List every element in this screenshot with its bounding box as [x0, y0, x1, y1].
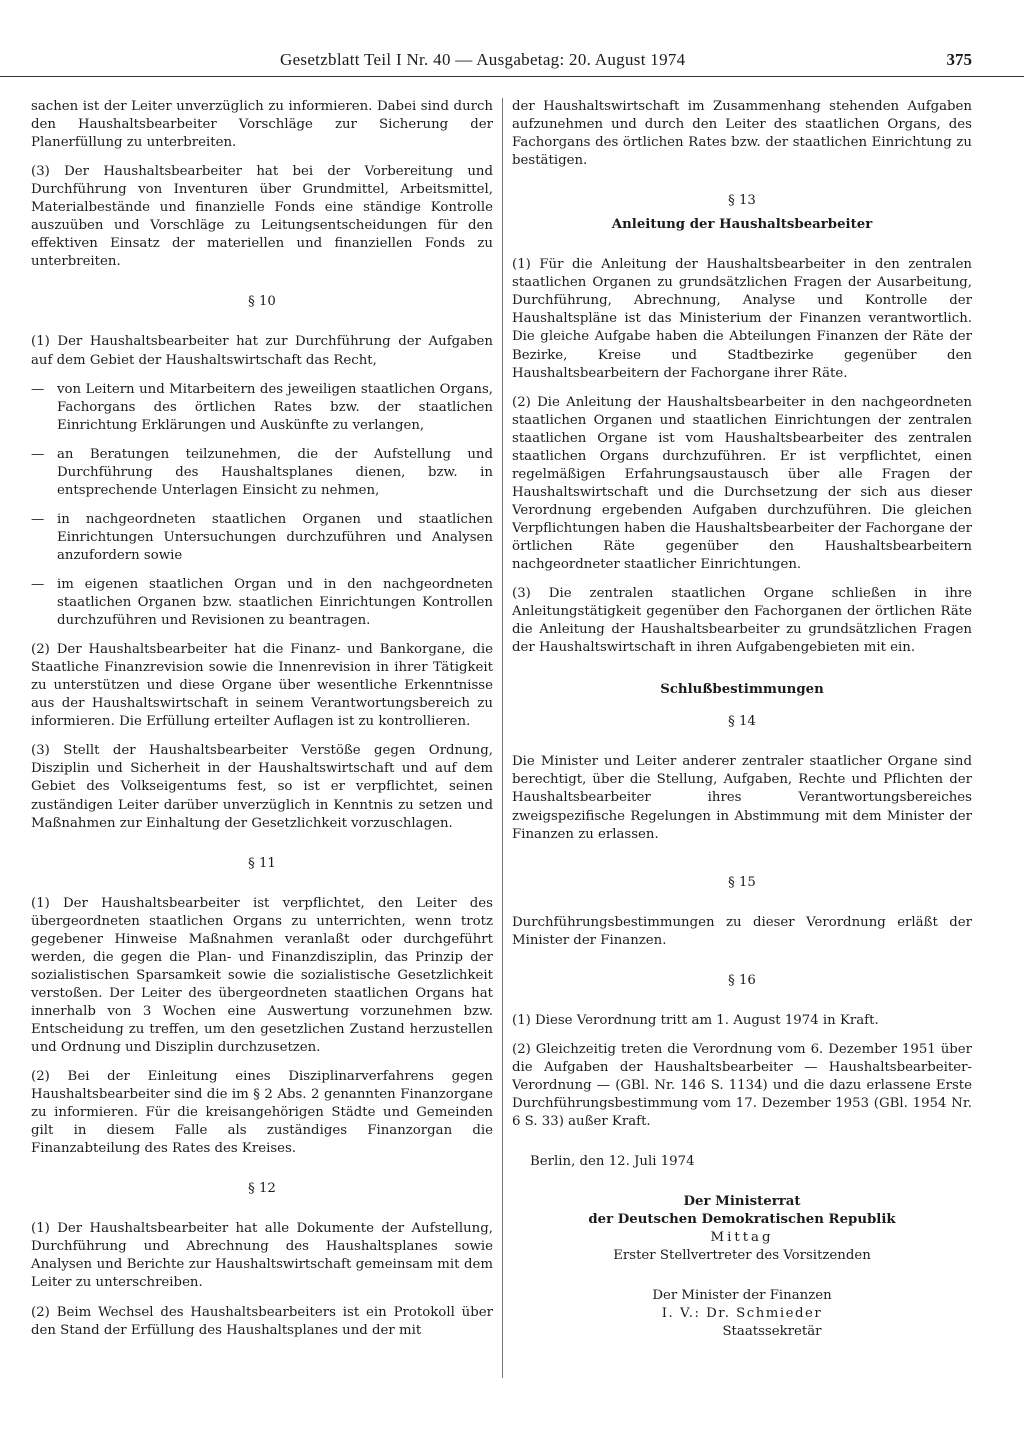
paragraph: (2) Beim Wechsel des Haushaltsbearbeiters ist ein Protokoll über den Stand der Erfüllung des Haushaltsplanes und der mit	[31, 1304, 493, 1338]
right-column	[512, 98, 972, 1341]
minister-title: Der Minister der Finanzen	[652, 1288, 832, 1304]
list-item	[31, 381, 493, 435]
paragraph: (2) Die Anleitung der Haushaltsbearbeiter in den nachgeordneten staatlichen Organen und staatlichen Einrichtungen der zentralen staatlichen Organe ist vom Haushaltsbearbeiter des zentralen staatlichen Organs durchzuführen. Er ist verpflichtet, einen regelmäßigen Erfahrungsaustausch über alle Fragen der Haushaltswirtschaft und die Durchsetzung der sich aus dieser Verordnung ergebenden Aufgaben durchzuführen. Die gleichen Verpflichtungen haben die Haushaltsbearbeiter der Fachorgane der örtlichen Räte gegenüber den Haushaltsbearbeitern nachgeordneter staatlicher Einrichtungen.	[512, 394, 972, 573]
paragraph: (2) Bei der Einleitung eines Disziplinarverfahrens gegen Haushaltsbearbeiter sind die im § 2 Abs. 2 genannten Finanzorgane zu informieren. Für die kreisangehörigen Städte und Gemeinden gilt in diesem Falle als zuständiges Finanzorgan die Finanzabteilung des Rates des Kreises.	[31, 1069, 493, 1157]
page-header	[0, 48, 1024, 77]
spacer	[512, 1265, 972, 1287]
section-heading-13: § 13	[728, 193, 756, 209]
paragraph: (3) Stellt der Haushaltsbearbeiter Verstöße gegen Ordnung, Disziplin und Sicherheit in der Haushaltswirtschaft und auf dem Gebiet des Volkseigentums fest, so ist er verpflichtet, seinen zuständigen Leiter darüber unverzüglich in Kenntnis zu setzen und Maßnahmen zur Einhaltung der Gesetzlichkeit vorzuschlagen.	[31, 743, 493, 831]
section-heading-11: § 11	[248, 855, 276, 871]
deputy-title: Staatssekretär	[722, 1324, 822, 1340]
paragraph: (1) Diese Verordnung tritt am 1. August 1974 in Kraft.	[512, 1012, 879, 1028]
list-dash: —	[31, 511, 45, 527]
list-item	[31, 446, 493, 500]
paragraph: (3) Die zentralen staatlichen Organe schließen in ihre Anleitungstätigkeit gegenüber den Fachorganen der örtlichen Räte die Anleitung der Haushaltsbearbeiter zu grundsätzlichen Fragen der Haushaltswirtschaft in ihren Aufgabengebieten mit ein.	[512, 586, 972, 656]
final-provisions-heading: Schlußbestimmungen	[660, 682, 824, 698]
paragraph: (1) Der Haushaltsbearbeiter ist verpflichtet, den Leiter des übergeordneten staatlichen Organs zu unterrichten, wenn trotz gegebener Hinweise Maßnahmen veranlaßt oder durchgeführt werden, die gegen die Plan- und Finanzdisziplin, das Prinzip der sozialistischen Sparsamkeit sowie die sozialistische Gesetzlichkeit verstoßen. Der Leiter des übergeordneten staatlichen Organs hat innerhalb von 3 Wochen eine Auswertung vorzunehmen bzw. Entscheidung zu treffen, um den gesetzlichen Zustand herzustellen und Ordnung und Disziplin durchzusetzen.	[31, 895, 493, 1056]
list-dash: —	[31, 381, 45, 397]
place-date: Berlin, den 12. Juli 1974	[530, 1154, 695, 1170]
paragraph: sachen ist der Leiter unverzüglich zu informieren. Dabei sind durch den Haushaltsbearbeiter Vorschläge zur Sicherung der Planerfüllung zu unterbreiten.	[31, 99, 493, 151]
paragraph: (3) Der Haushaltsbearbeiter hat bei der Vorbereitung und Durchführung von Inventuren über Grundmittel, Arbeitsmittel, Materialbestände und finanzielle Fonds eine ständige Kontrolle auszuüben und Vorschläge zu Leitungsentscheidungen für den effektiven Einsatz der materiellen und finanziellen Fonds zu unterbreiten.	[31, 164, 493, 270]
paragraph: Die Minister und Leiter anderer zentraler staatlicher Organe sind berechtigt, über die Stellung, Aufgaben, Rechte und Pflichten der Haushaltsbearbeiter ihres Verantwortungsbereiches zweigspezifische Regelungen in Abstimmung mit dem Minister der Finanzen zu erlassen.	[512, 754, 972, 842]
section-title-13: Anleitung der Haushaltsbearbeiter	[611, 217, 873, 233]
section-heading-10: § 10	[248, 294, 276, 310]
list-item-text: an Beratungen teilzunehmen, die der Aufstellung und Durchführung des Haushaltsplanes dienen, bzw. in entsprechende Unterlagen Einsicht zu nehmen,	[57, 446, 493, 498]
paragraph: (2) Gleichzeitig treten die Verordnung vom 6. Dezember 1951 über die Aufgaben der Haushaltsbearbeiter — Haushaltsbearbeiter-Verordnung — (GBl. Nr. 146 S. 1134) und die dazu erlassene Erste Durchführungsbestimmung vom 17. Dezember 1953 (GBl. 1954 Nr. 6 S. 33) außer Kraft.	[512, 1041, 972, 1130]
column-divider	[502, 98, 503, 1378]
section-heading-12: § 12	[248, 1181, 276, 1197]
section-heading-14: § 14	[728, 714, 756, 730]
list-item-text: im eigenen staatlichen Organ und in den nachgeordneten staatlichen Organen bzw. staatlichen Einrichtungen Kontrollen durchzuführen und Revisionen zu beantragen.	[57, 576, 493, 629]
paragraph: (1) Der Haushaltsbearbeiter hat alle Dokumente der Aufstellung, Durchführung und Abrechnung des Haushaltsplanes sowie Analysen und Berichte zur Haushaltswirtschaft gemeinsam mit dem Leiter zu unterschreiben.	[31, 1221, 493, 1291]
list-item	[31, 576, 493, 630]
paragraph: (2) Der Haushaltsbearbeiter hat die Finanz- und Bankorgane, die Staatliche Finanzrevision sowie die Innenrevision in ihrer Tätigkeit zu unterstützen und diese Organe über wesentliche Erkenntnisse aus der Haushaltswirtschaft in seinem Verantwortungsbereich zu informieren. Die Erfüllung erteilter Auflagen ist zu kontrollieren.	[31, 642, 493, 730]
section-heading-16: § 16	[728, 972, 756, 988]
list-item-text: von Leitern und Mitarbeitern des jeweiligen staatlichen Organs, Fachorgans des örtlichen Rates bzw. der staatlichen Einrichtung Erklärungen und Auskünfte zu verlangen,	[57, 381, 493, 433]
header-title: Gesetzblatt Teil I Nr. 40 — Ausgabetag: 20. August 1974	[280, 50, 686, 69]
rights-list	[31, 381, 493, 631]
deputy-signatory: I. V.: Dr. Schmieder	[661, 1306, 823, 1322]
paragraph: (1) Der Haushaltsbearbeiter hat zur Durchführung der Aufgaben auf dem Gebiet der Haushaltswirtschaft das Recht,	[31, 334, 493, 368]
signatory-title: Erster Stellvertreter des Vorsitzenden	[613, 1248, 871, 1264]
list-dash: —	[31, 576, 45, 592]
list-dash: —	[31, 446, 45, 462]
signature-body-line2: der Deutschen Demokratischen Republik	[588, 1212, 896, 1228]
paragraph: (1) Für die Anleitung der Haushaltsbearbeiter in den zentralen staatlichen Organen zu grundsätzlichen Fragen der Ausarbeitung, Durchführung, Abrechnung, Analyse und Kontrolle der Haushaltspläne ist das Ministerium der Finanzen verantwortlich. Die gleiche Aufgabe haben die Abteilungen Finanzen der Räte der Bezirke, Kreise und Stadtbezirke gegenüber den Haushaltsbearbeitern der Fachorgane ihrer Räte.	[512, 257, 972, 381]
signatory-name: Mittag	[710, 1230, 774, 1246]
paragraph: Durchführungsbestimmungen zu dieser Verordnung erläßt der Minister der Finanzen.	[512, 914, 972, 948]
paragraph: der Haushaltswirtschaft im Zusammenhang stehenden Aufgaben aufzunehmen und durch den Leiter des staatlichen Organs, des Fachorgans des örtlichen Rates bzw. der staatlichen Einrichtung zu bestätigen.	[512, 99, 972, 169]
page-number: 375	[946, 50, 972, 69]
list-item	[31, 511, 493, 565]
section-heading-15: § 15	[728, 874, 756, 890]
left-column	[31, 98, 493, 1340]
list-item-text: in nachgeordneten staatlichen Organen und staatlichen Einrichtungen Untersuchungen durchzuführen und Analysen anzufordern sowie	[57, 511, 493, 563]
signature-body: Der Ministerrat	[683, 1194, 801, 1210]
